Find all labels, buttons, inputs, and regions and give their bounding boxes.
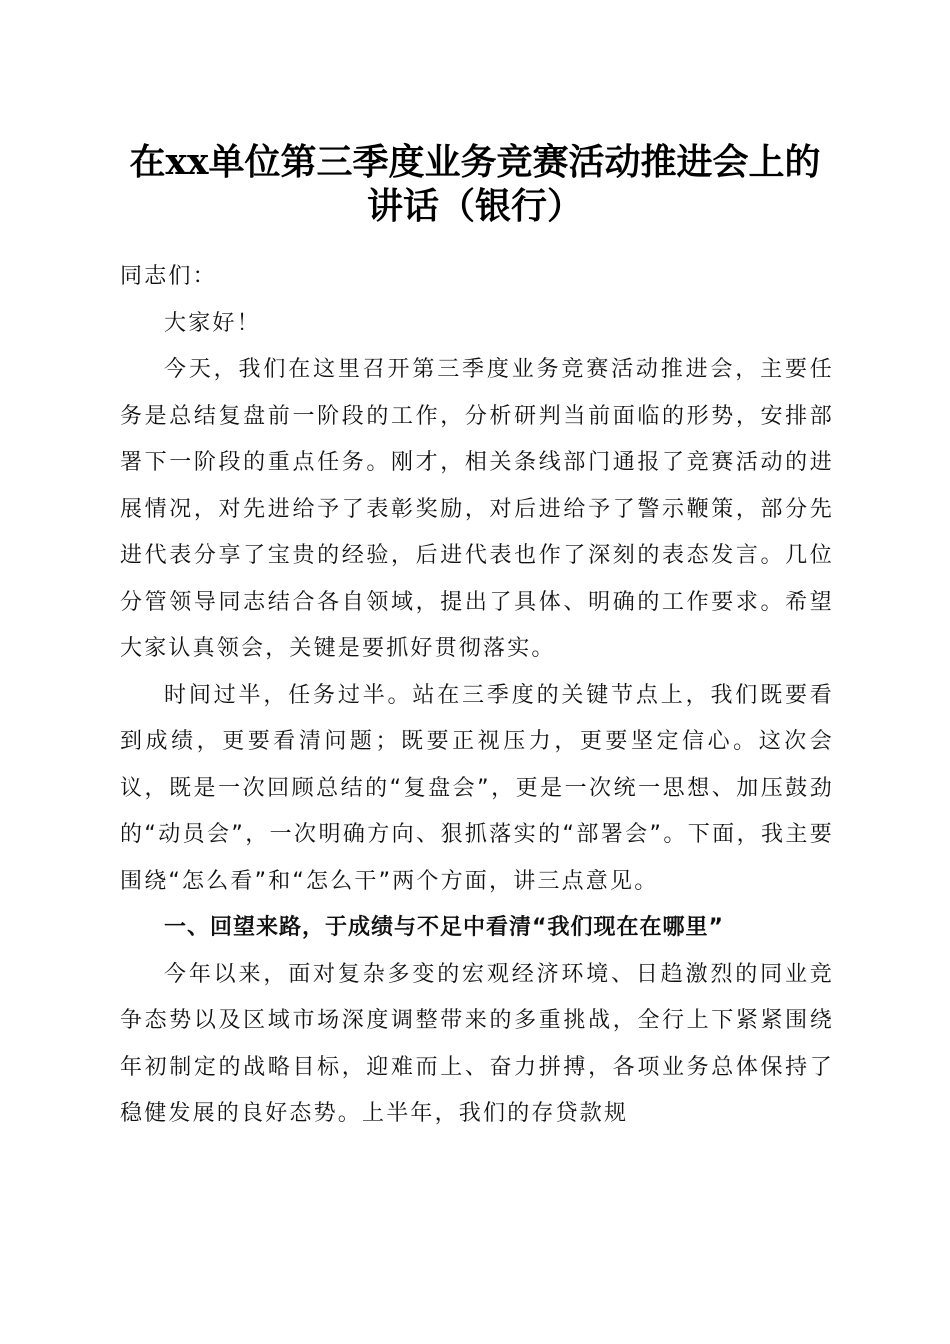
- section-1-paragraph: 今年以来，面对复杂多变的宏观经济环境、日趋激烈的同业竞争态势以及区域市场深度调整带来的多重挑战，全行上下紧紧围绕年初制定的战略目标，迎难而上、奋力拼搏，各项业务总体保持了稳健发展的良好态势。上半年，我们的存贷款规: [120, 961, 834, 1126]
- title-line-1: 在xx单位第三季度业务竞赛活动推进会上的: [129, 141, 821, 183]
- title-line-2: 讲话（银行）: [366, 185, 583, 227]
- paragraph-opening: 今天，我们在这里召开第三季度业务竞赛活动推进会，主要任务是总结复盘前一阶段的工作，分析研判当前面临的形势，安排部署下一阶段的重点任务。刚才，相关条线部门通报了竞赛活动的进展情况，对先进给予了表彰奖励，对后进给予了警示鞭策，部分先进代表分享了宝贵的经验，后进代表也作了深刻的表态发言。几位分管领导同志结合各自领域，提出了具体、明确的工作要求。希望大家认真领会，关键是要抓好贯彻落实。: [120, 357, 834, 661]
- salutation: 同志们：: [120, 264, 217, 289]
- greeting: 大家好！: [164, 310, 261, 336]
- paragraph-overview: 时间过半，任务过半。站在三季度的关键节点上，我们既要看到成绩，更要看清问题；既要正视压力，更要坚定信心。这次会议，既是一次回顾总结的“复盘会”，更是一次统一思想、加压鼓劲的“动员会”，一次明确方向、狠抓落实的“部署会”。下面，我主要围绕“怎么看”和“怎么干”两个方面，讲三点意见。: [120, 682, 834, 894]
- document-body: [120, 254, 834, 1138]
- document-title: [110, 140, 840, 228]
- section-heading-1: 一、回望来路，于成绩与不足中看清“我们现在在哪里”: [164, 915, 724, 940]
